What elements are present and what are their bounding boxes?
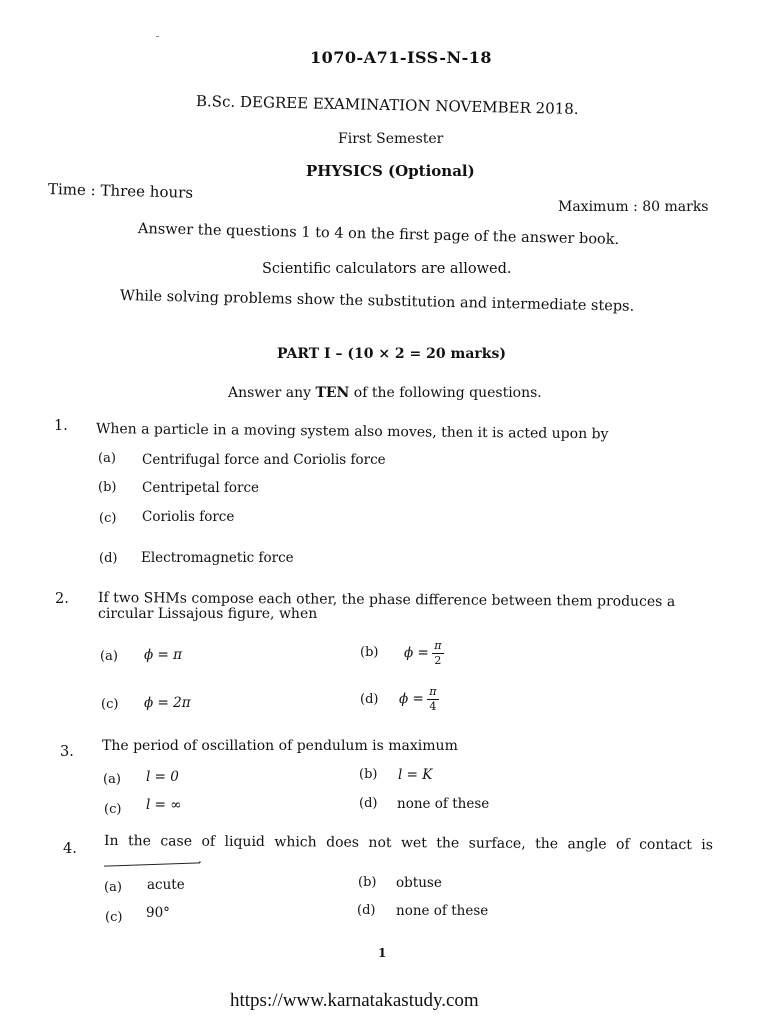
q3-option-d-text: none of these	[397, 796, 490, 812]
q3-option-c-text: l = ∞	[146, 797, 182, 813]
question-2-number: 2.	[55, 591, 69, 607]
question-3-text: The period of oscillation of pendulum is maximum	[102, 738, 458, 754]
semester-label: First Semester	[338, 131, 444, 147]
answer-prefix: Answer any	[228, 385, 316, 401]
question-4-number: 4.	[63, 841, 77, 857]
answer-blank-line	[104, 862, 200, 866]
instruction-1: Answer the questions 1 to 4 on the first page of the answer book.	[137, 221, 620, 248]
q3-option-b-text: l = K	[398, 767, 433, 783]
phi-symbol: ϕ	[144, 695, 154, 711]
numerator: π	[429, 685, 437, 698]
q1-option-d-label: (d)	[99, 551, 118, 566]
q3-option-a-label: (a)	[103, 772, 121, 787]
blank-terminal-dot: .	[198, 852, 202, 866]
q1-option-a-text: Centrifugal force and Coriolis force	[142, 452, 386, 468]
question-1-text: When a particle in a moving system also moves, then it is acted upon by	[95, 421, 609, 443]
time-allowed: Time : Three hours	[47, 180, 194, 202]
q4-option-b-text: obtuse	[396, 875, 442, 891]
option-value: 2π	[173, 695, 191, 711]
fraction	[432, 640, 444, 667]
exam-title: B.Sc. DEGREE EXAMINATION NOVEMBER 2018.	[195, 92, 579, 119]
q2-option-b-expr	[404, 640, 444, 667]
answer-suffix: of the following questions.	[349, 385, 542, 401]
q2-option-d-label: (d)	[360, 692, 379, 707]
source-url[interactable]: https://www.karnatakastudy.com	[230, 990, 479, 1011]
q2-option-b-label: (b)	[360, 645, 379, 660]
answer-count: TEN	[315, 385, 350, 401]
q2-option-a-label: (a)	[100, 649, 118, 664]
q2-option-d-expr	[399, 686, 439, 713]
paper-code: 1070-A71-ISS-N-18	[310, 48, 492, 67]
q3-option-d-label: (d)	[359, 796, 378, 811]
q1-option-a-label: (a)	[98, 451, 116, 466]
numerator: π	[434, 639, 442, 652]
q4-option-b-label: (b)	[358, 875, 377, 890]
q1-option-c-label: (c)	[99, 511, 117, 526]
q2-option-c-expr	[144, 695, 191, 711]
q1-option-b-label: (b)	[98, 480, 117, 495]
equals-sign: =	[412, 691, 424, 707]
part-title: PART I – (10 × 2 = 20 marks)	[277, 346, 506, 362]
q4-option-a-label: (a)	[104, 880, 122, 895]
fraction	[427, 686, 439, 713]
subject-title: PHYSICS (Optional)	[306, 162, 475, 180]
q1-option-c-text: Coriolis force	[142, 509, 235, 525]
question-1-number: 1.	[54, 418, 68, 434]
phi-symbol: ϕ	[399, 691, 409, 707]
q2-option-c-label: (c)	[101, 697, 119, 712]
equals-sign: =	[157, 647, 169, 663]
question-3-number: 3.	[60, 744, 74, 760]
equals-sign: =	[157, 695, 169, 711]
instruction-3: While solving problems show the substitution and intermediate steps.	[119, 288, 635, 315]
maximum-marks: Maximum : 80 marks	[558, 199, 709, 215]
phi-symbol: ϕ	[404, 645, 414, 661]
q4-option-a-text: acute	[147, 877, 185, 893]
q3-option-c-label: (c)	[104, 802, 122, 817]
denominator: 4	[429, 700, 437, 713]
q1-option-b-text: Centripetal force	[142, 480, 260, 496]
q4-option-d-text: none of these	[396, 903, 489, 919]
page-number: 1	[378, 946, 387, 960]
q4-option-d-label: (d)	[357, 903, 376, 918]
question-2-text-line2: circular Lissajous figure, when	[98, 606, 318, 622]
q3-option-a-text: l = 0	[146, 769, 179, 785]
question-2-text-line1: If two SHMs compose each other, the phase difference between them produces a	[97, 590, 676, 611]
scan-speck	[156, 36, 159, 37]
q1-option-d-text: Electromagnetic force	[141, 550, 294, 566]
q4-option-c-text: 90°	[146, 905, 170, 921]
option-value: π	[173, 647, 182, 663]
instruction-2: Scientific calculators are allowed.	[262, 261, 512, 277]
denominator: 2	[434, 654, 442, 667]
phi-symbol: ϕ	[144, 647, 154, 663]
question-4-text: In the case of liquid which does not wet the surface, the angle of contact is	[103, 833, 714, 854]
part-instruction	[228, 385, 542, 401]
q3-option-b-label: (b)	[359, 767, 378, 782]
equals-sign: =	[417, 645, 429, 661]
q2-option-a-expr	[144, 647, 182, 663]
q4-option-c-label: (c)	[105, 910, 123, 925]
